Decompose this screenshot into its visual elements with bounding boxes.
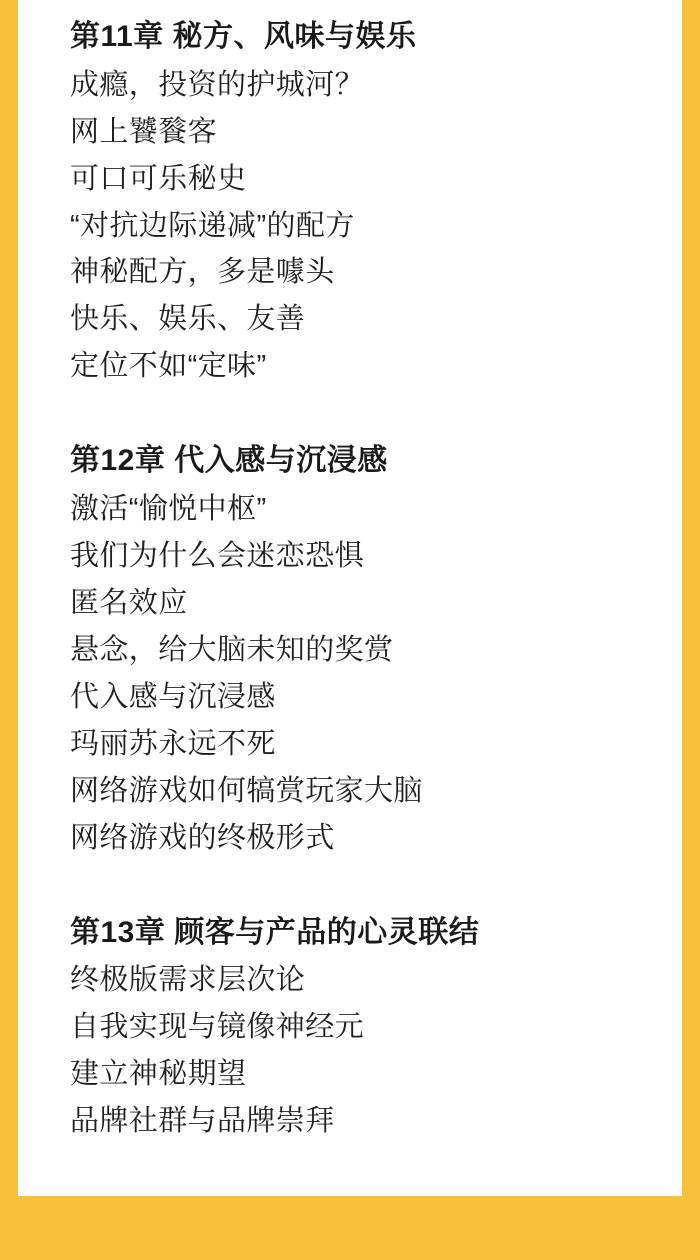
- chapter-entry[interactable]: 代入感与沉浸感: [70, 680, 276, 713]
- toc-chapter: [70, 440, 642, 861]
- chapter-entry[interactable]: 定位不如“定味”: [70, 350, 267, 383]
- chapter-title: 第13章 顾客与产品的心灵联结: [70, 915, 480, 949]
- chapter-entry[interactable]: 品牌社群与品牌崇拜: [70, 1105, 335, 1138]
- chapter-entry[interactable]: 网络游戏的终极形式: [70, 821, 335, 854]
- chapter-entry[interactable]: 快乐、娱乐、友善: [70, 303, 306, 336]
- toc-chapter: [70, 16, 642, 390]
- table-of-contents: [70, 16, 642, 1145]
- chapter-entry[interactable]: “对抗边际递减”的配方: [70, 209, 355, 242]
- chapter-title: 第11章 秘方、风味与娱乐: [70, 20, 417, 53]
- chapter-entry[interactable]: 网络游戏如何犒赏玩家大脑: [70, 774, 423, 807]
- chapter-entry[interactable]: 网上饕餮客: [70, 115, 218, 148]
- chapter-title: 第12章 代入感与沉浸感: [70, 444, 388, 478]
- chapter-entry[interactable]: 玛丽苏永远不死: [70, 727, 276, 760]
- chapter-entry[interactable]: 悬念，给大脑未知的奖赏: [70, 633, 394, 666]
- chapter-entry[interactable]: 可口可乐秘史: [70, 162, 247, 195]
- chapter-entry[interactable]: 神秘配方，多是噱头: [70, 256, 335, 289]
- chapter-entry[interactable]: 我们为什么会迷恋恐惧: [70, 539, 365, 572]
- chapter-entry[interactable]: 建立神秘期望: [70, 1058, 247, 1091]
- chapter-entry[interactable]: 匿名效应: [70, 586, 188, 619]
- chapter-entry[interactable]: 成瘾，投资的护城河？: [70, 68, 365, 101]
- chapter-entry[interactable]: 自我实现与镜像神经元: [70, 1011, 365, 1044]
- chapter-entry[interactable]: 终极版需求层次论: [70, 964, 306, 997]
- toc-chapter: [70, 912, 642, 1145]
- chapter-entry[interactable]: 激活“愉悦中枢”: [70, 492, 267, 525]
- content-card: [18, 0, 682, 1196]
